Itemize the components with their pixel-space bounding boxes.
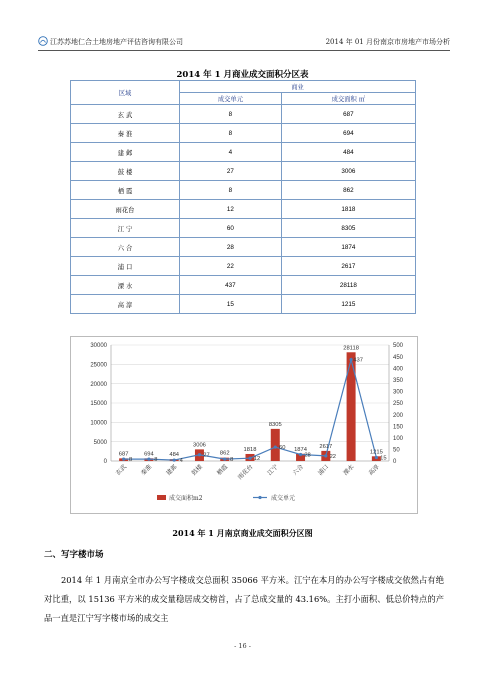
line-point	[299, 453, 302, 456]
line-data-label: 15	[380, 455, 387, 462]
cell-area: 1818	[281, 200, 415, 219]
right-tick-label: 250	[393, 401, 404, 408]
category-label: 浦口	[316, 463, 331, 477]
commercial-area-chart	[70, 336, 418, 514]
table-row	[71, 181, 416, 200]
header-company: 江苏苏地仁合土地房地产评估咨询有限公司	[50, 38, 183, 46]
cell-area: 8305	[281, 219, 415, 238]
bar-data-label: 2617	[319, 443, 333, 450]
table-row	[71, 295, 416, 314]
bar-data-label: 687	[118, 451, 129, 458]
right-tick-label: 0	[393, 459, 397, 466]
bar-data-label: 8305	[268, 421, 282, 428]
line-data-label: 8	[230, 457, 234, 464]
category-label: 栖霞	[215, 463, 230, 477]
line-point	[122, 458, 125, 461]
category-label: 溧水	[342, 463, 356, 477]
chart-svg	[71, 337, 417, 513]
header-report-title: 2014 年 01 月份南京市房地产市场分析	[325, 38, 450, 46]
table-row	[71, 200, 416, 219]
cell-region: 建 邺	[71, 143, 180, 162]
left-tick-label: 30000	[90, 343, 107, 350]
line-data-label: 437	[353, 357, 363, 364]
cell-units: 22	[180, 257, 282, 276]
cell-area: 28118	[281, 276, 415, 295]
cell-units: 8	[180, 124, 282, 143]
cell-area: 694	[281, 124, 415, 143]
cell-region: 玄 武	[71, 105, 180, 124]
right-tick-label: 200	[393, 412, 404, 419]
left-tick-label: 0	[103, 459, 107, 466]
right-tick-label: 150	[393, 424, 404, 431]
cell-region: 秦 淮	[71, 124, 180, 143]
cell-units: 60	[180, 219, 282, 238]
cell-units: 437	[180, 276, 282, 295]
cell-region: 六 合	[71, 238, 180, 257]
right-tick-label: 500	[393, 343, 404, 350]
legend-bar-label: 成交面积m2	[169, 495, 203, 502]
category-label: 雨花台	[236, 463, 255, 482]
line-data-label: 4	[179, 458, 183, 465]
table-row	[71, 124, 416, 143]
cell-area: 1215	[281, 295, 415, 314]
legend-line-marker	[258, 496, 261, 499]
cell-region: 雨花台	[71, 200, 180, 219]
bar-data-label: 484	[169, 452, 180, 459]
line-data-label: 8	[129, 457, 133, 464]
bar-data-label: 1215	[369, 449, 383, 456]
page-header	[38, 36, 450, 48]
category-label: 玄武	[114, 463, 129, 477]
bar-data-label: 28118	[343, 345, 359, 352]
category-label: 秦淮	[139, 463, 154, 477]
series-line	[124, 357, 377, 463]
cell-region: 栖 霞	[71, 181, 180, 200]
line-point	[248, 457, 251, 460]
legend-line-label: 成交单元	[271, 495, 296, 502]
group-header: 商业	[180, 81, 416, 93]
company-logo-icon	[38, 36, 48, 46]
section-title: 二、写字楼市场	[44, 550, 104, 560]
table-title: 2014 年 1 月商业成交面积分区表	[176, 70, 309, 80]
line-data-label: 22	[329, 453, 337, 460]
cell-region: 江 宁	[71, 219, 180, 238]
line-data-label: 28	[304, 452, 311, 459]
line-point	[223, 458, 226, 461]
line-data-label: 8	[154, 457, 158, 464]
cell-area: 1874	[281, 238, 415, 257]
line-point	[324, 454, 327, 457]
category-label: 江宁	[266, 463, 280, 477]
cell-units: 28	[180, 238, 282, 257]
bar-data-label: 1818	[243, 446, 257, 453]
cell-units: 15	[180, 295, 282, 314]
cell-units: 8	[180, 181, 282, 200]
table-row	[71, 257, 416, 276]
bar-data-label: 862	[219, 450, 230, 457]
left-tick-label: 25000	[90, 362, 107, 369]
line-point	[173, 458, 176, 461]
table-row	[71, 276, 416, 295]
line-data-label: 12	[253, 456, 261, 463]
right-tick-label: 50	[393, 447, 400, 454]
category-label: 鼓楼	[190, 463, 204, 477]
bar-data-label: 1874	[294, 446, 307, 453]
category-label: 六合	[291, 463, 305, 477]
right-tick-label: 100	[393, 436, 404, 442]
line-point	[349, 358, 352, 361]
table-row	[71, 143, 416, 162]
table-row	[71, 219, 416, 238]
chart-caption: 2014 年 1 月南京商业成交面积分区图	[172, 528, 313, 538]
legend-bar-swatch	[157, 495, 166, 500]
cell-units: 27	[180, 162, 282, 181]
line-point	[198, 453, 201, 456]
category-label: 建邺	[165, 463, 179, 477]
line-point	[375, 456, 378, 459]
body-paragraph: 2014 年 1 月南京全市办公写字楼成交总面积 35066 平方米。江宁在本月的办公写字楼成交依然占有绝对比重，以 15136 平方米的成交量稳居成交榜首，占了总成交量的 43.16%。主打小面积、低总价特点的产品一直是江宁写字楼市场的成交主	[44, 575, 444, 623]
bar	[347, 352, 356, 461]
cell-area: 862	[281, 181, 415, 200]
left-tick-label: 5000	[93, 439, 107, 446]
bar-data-label: 3006	[193, 442, 206, 449]
table-row	[71, 238, 416, 257]
right-tick-label: 400	[393, 366, 404, 373]
right-tick-label: 450	[393, 354, 404, 361]
bar-data-label: 694	[144, 451, 154, 458]
cell-units: 8	[180, 105, 282, 124]
cell-area: 2617	[281, 257, 415, 276]
right-tick-label: 300	[393, 389, 404, 396]
line-data-label: 27	[203, 452, 210, 459]
area-header: 成交面积 ㎡	[281, 93, 415, 105]
page-number: - 16 -	[234, 642, 251, 650]
left-tick-label: 20000	[90, 381, 107, 388]
cell-units: 4	[180, 143, 282, 162]
left-tick-label: 15000	[90, 401, 107, 408]
cell-region: 浦 口	[71, 257, 180, 276]
cell-area: 484	[281, 143, 415, 162]
line-point	[274, 445, 277, 448]
category-label: 高淳	[367, 463, 381, 477]
cell-area: 3006	[281, 162, 415, 181]
region-header: 区域	[71, 81, 180, 105]
right-tick-label: 350	[393, 378, 404, 384]
cell-region: 高 淳	[71, 295, 180, 314]
table-row	[71, 162, 416, 181]
commercial-area-table	[70, 80, 416, 314]
header-divider	[38, 50, 450, 51]
line-data-label: 60	[279, 445, 286, 452]
cell-region: 鼓 楼	[71, 162, 180, 181]
cell-area: 687	[281, 105, 415, 124]
units-header: 成交单元	[180, 93, 282, 105]
cell-units: 12	[180, 200, 282, 219]
left-tick-label: 10000	[90, 420, 107, 427]
cell-region: 溧 水	[71, 276, 180, 295]
line-point	[147, 458, 150, 461]
table-row	[71, 105, 416, 124]
